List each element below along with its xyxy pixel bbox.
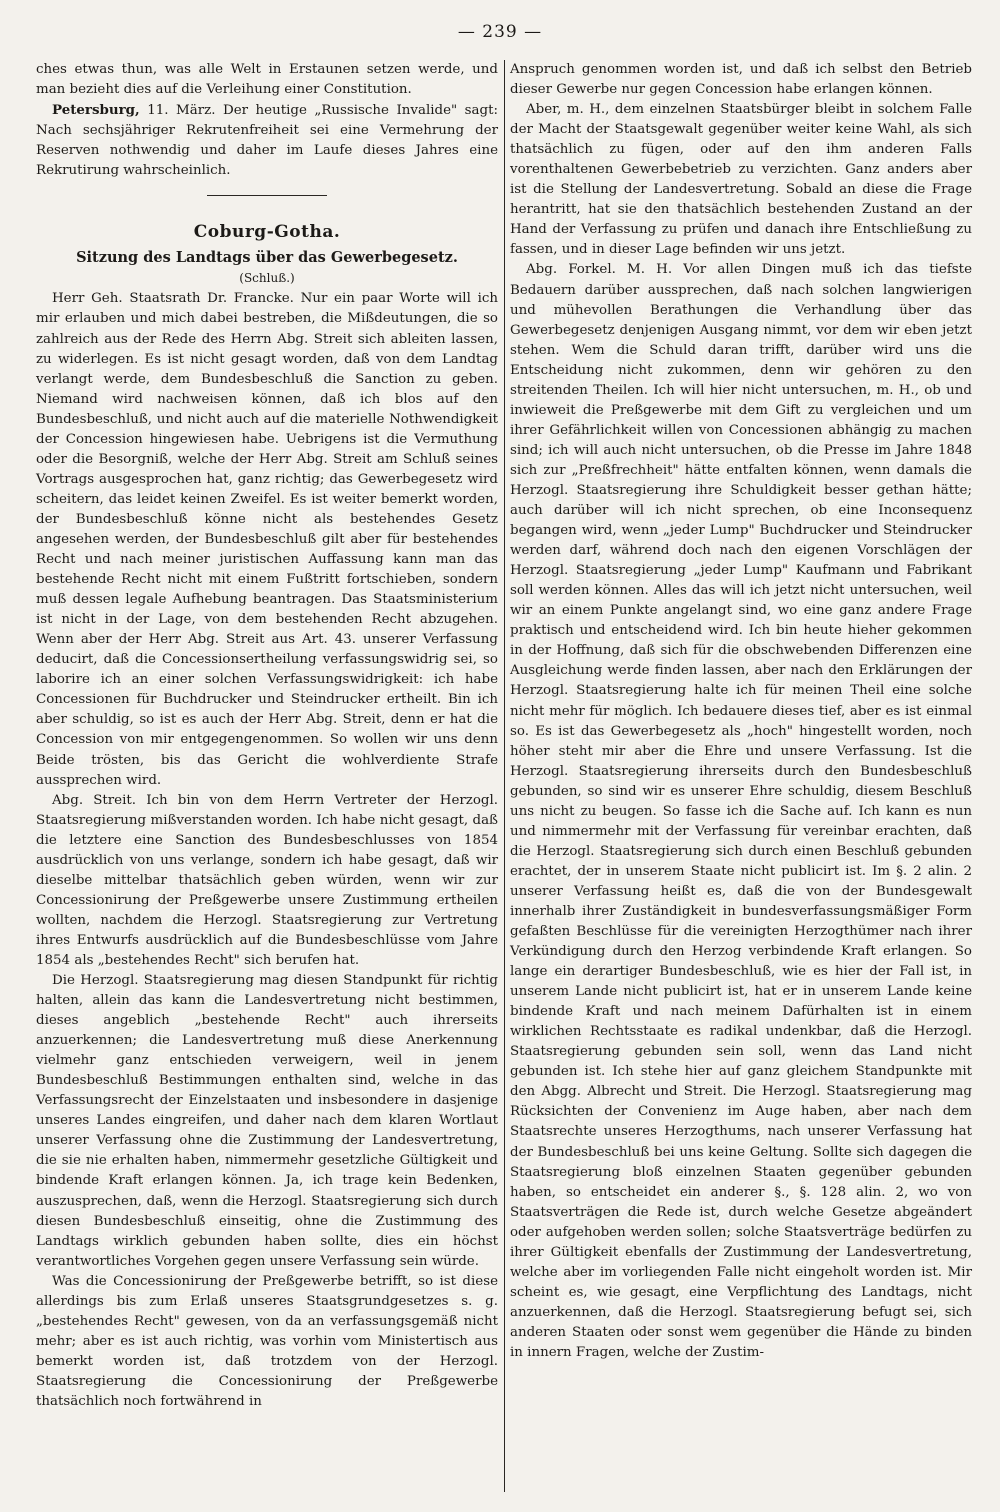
paragraph: Aber, m. H., dem einzelnen Staatsbürger bleibt in solchem Falle der Macht der Staatsgewalt gegenüber weiter keine Wahl, als sich thatsächlich zu fügen, oder auf den ihm anderen Falls vorenthaltenen Gewerbebetrieb zu verzichten. Ganz anders aber ist die Stellung der Landesvertretung. Sobald an diese die Frage herantritt, hat sie den thatsächlich bestehenden Zustand an der Hand der Verfassung zu prüfen und danach ihre Entschließung zu fassen, und in dieser Lage befinden wir uns jetzt. (510, 102, 972, 258)
paragraph: ches etwas thun, was alle Welt in Erstaunen setzen werde, und man bezieht dies auf die Verleihung einer Constitution. (36, 62, 498, 98)
column-divider (504, 60, 505, 1492)
paragraph: Abg. Forkel. M. H. Vor allen Dingen muß ich das tiefste Bedauern darüber aussprechen, daß nach solchen langwierigen und mühevollen Berathungen die Verhandlung über das Gewerbegesetz denjenigen Ausgang nimmt, vor dem wir eben jetzt stehen. Wem die Schuld daran trifft, darüber wird uns die Entscheidung nicht zukommen, denn wir gehören zu den streitenden Theilen. Ich will hier nicht untersuchen, m. H., ob und inwieweit die Preßgewerbe mit dem Gift zu vergleichen und um ihrer Gefährlichkeit willen von Concessionen abhängig zu machen sind; ich will auch nicht untersuchen, ob die Presse im Jahre 1848 sich zur „Preßfrechheit" hätte entfalten können, wenn damals die Herzogl. Staatsregierung ihre Schuldigkeit besser gethan hätte; auch darüber will ich nicht sprechen, ob eine Inconsequenz begangen wird, wenn „jeder Lump" Buchdrucker und Steindrucker werden darf, während doch nach den eigenen Vorschlägen der Herzogl. Staatsregierung „jeder Lump" Kaufmann und Fabrikant soll werden können. Alles das will ich jetzt nicht untersuchen, weil wir an einem Punkte angelangt sind, wo eine ganz andere Frage praktisch und entscheidend wird. Ich bin heute hieher gekommen in der Hoffnung, daß sich für die obschwebenden Differenzen eine Ausgleichung werde finden lassen, aber nach den Erklärungen der Herzogl. Staatsregierung halte ich für meinen Theil eine solche nicht mehr für möglich. Ich bedauere dieses tief, aber es ist einmal so. Es ist das Gewerbegesetz als „hoch" hingestellt worden, noch höher steht mir aber die Ehre und unsere Verfassung. Ist die Herzogl. Staatsregierung ihrerseits durch den Bundesbeschluß gebunden, so sind wir es unserer Ehre schuldig, diesem Beschluß uns nicht zu beugen. So fasse ich die Sache auf. Ich kann es nun und nimmermehr mit der Verfassung für vereinbar erachten, daß die Herzogl. Staatsregierung sich durch einen Beschluß gebunden erachtet, der in unserem Staate nicht publicirt ist. Im §. 2 alin. 2 unserer Verfassung heißt es, daß die von der Bundesgewalt innerhalb ihrer Zuständigkeit in bundesverfassungsmäßiger Form gefaßten Beschlüsse für die vereinigten Herzogthümer nach ihrer Verkündigung durch den Herzog verbindende Kraft erlangen. So lange ein derartiger Bundesbeschluß, wie es hier der Fall ist, in unserem Lande nicht publicirt ist, hat er in unserem Lande keine bindende Kraft und nach meinem Dafürhalten ist in einem wirklichen Rechtsstaate es radikal undenkbar, daß die Herzogl. Staatsregierung gebunden sein soll, wenn das Land nicht gebunden ist. Ich stehe hier auf ganz gleichem Standpunkte mit den Abgg. Albrecht und Streit. Die Herzogl. Staatsregierung mag Rücksichten der Convenienz im Auge haben, aber nach dem Staatsrechte unseres Herzogthums, nach unserer Verfassung hat der Bundesbeschluß bei uns keine Geltung. Sollte sich dagegen die Staatsregierung bloß einzelnen Staaten gegenüber gebunden haben, so entscheidet ein anderer §., §. 128 alin. 2, wo von Staatsverträgen die Rede ist, durch welche Gesetze abgeändert oder aufgehoben werden sollen; solche Staatsverträge bedürfen zu ihrer Gültigkeit ebenfalls der Zustimmung der Landesvertretung, welche aber im vorliegenden Falle nicht eingeholt worden ist. Mir scheint es, wie gesagt, eine Verpflichtung des Landtags, nicht anzuerkennen, daß die Herzogl. Staatsregierung befugt sei, sich anderen Staaten oder sonst wem gegenüber die Hände zu binden in innern Fragen, welche der Zustim- (510, 262, 972, 1360)
paragraph: Anspruch genommen worden ist, und daß ich selbst den Betrieb dieser Gewerbe nur gegen Concession habe erlangen können. (510, 62, 972, 98)
section-note: (Schluß.) (239, 271, 295, 286)
right-column (510, 60, 972, 1363)
section-divider (207, 195, 327, 196)
section-title: Coburg-Gotha. (193, 222, 341, 243)
dateline-place: Petersburg, (52, 102, 140, 119)
news-item (36, 100, 498, 181)
paragraph: Die Herzogl. Staatsregierung mag diesen Standpunkt für richtig halten, allein das kann die Landesvertretung nicht bestimmen, dieses angeblich „bestehende Recht" auch ihrerseits anzuerkennen; die Landesvertretung muß diese Anerkennung vielmehr ganz entschieden verweigern, weil in jenem Bundesbeschluß Bestimmungen enthalten sind, welche in das Verfassungsrecht der Einzelstaaten und insbesondere in dasjenige unseres Landes eingreifen, und daher nach dem klaren Wortlaut unserer Verfassung ohne die Zustimmung der Landesvertretung, die sie nie erhalten haben, nimmermehr gesetzliche Gültigkeit und bindende Kraft erlangen können. Ja, ich trage kein Bedenken, auszusprechen, daß, wenn die Herzogl. Staatsregierung sich durch diesen Bundesbeschluß einseitig, ohne die Zustimmung des Landtags wirklich gebunden haben sollte, dies ein höchst verantwortliches Vorgehen gegen unsere Verfassung sein würde. (36, 973, 498, 1269)
paragraph: Was die Concessionirung der Preßgewerbe betrifft, so ist diese allerdings bis zum Erlaß unseres Staatsgrundgesetzes s. g. „bestehendes Recht" gewesen, von da an verfassungsgemäß nicht mehr; aber es ist auch richtig, was vorhin vom Ministertisch aus bemerkt worden ist, daß trotzdem von der Herzogl. Staatsregierung die Concessionirung der Preßgewerbe thatsächlich noch fortwährend in (36, 1273, 498, 1409)
paragraph: Herr Geh. Staatsrath Dr. Francke. Nur ein paar Worte will ich mir erlauben und mich dabei bestreben, die Mißdeutungen, die so zahlreich aus der Rede des Herrn Abg. Streit sich ableiten lassen, zu widerlegen. Es ist nicht gesagt worden, daß von dem Landtag verlangt werde, dem Bundesbeschluß die Sanction zu geben. Niemand wird nachweisen können, daß ich blos auf den Bundesbeschluß, und nicht auch auf die materielle Nothwendigkeit der Concession hingewiesen habe. Uebrigens ist die Vermuthung oder die Besorgniß, welche der Herr Abg. Streit am Schluß seines Vortrags ausgesprochen hat, ganz richtig; das Gewerbegesetz wird scheitern, das leidet keinen Zweifel. Es ist weiter bemerkt worden, der Bundesbeschluß könne nicht als bestehendes Gesetz angesehen werden, der Bundesbeschluß gilt aber für bestehendes Recht und nach meiner juristischen Auffassung kann man das bestehende Recht nicht mit einem Fußtritt fortschieben, sondern muß dessen legale Aufhebung beantragen. Das Staatsministerium ist nicht in der Lage, von dem bestehenden Recht abzugehen. Wenn aber der Herr Abg. Streit aus Art. 43. unserer Verfassung deducirt, daß die Concessionsertheilung verfassungswidrig sei, so laborire ich an einer solchen Verfassungswidrigkeit: ich habe Concessionen für Buchdrucker und Steindrucker ertheilt. Bin ich aber schuldig, so ist es auch der Herr Abg. Streit, denn er hat die Concession von mir entgegengenommen. So wollen wir uns denn Beide trösten, bis das Gericht die wohlverdiente Strafe aussprechen wird. (36, 291, 498, 788)
paragraph: Abg. Streit. Ich bin von dem Herrn Vertreter der Herzogl. Staatsregierung mißverstanden worden. Ich habe nicht gesagt, daß die letztere eine Sanction des Bundesbeschlusses von 1854 ausdrücklich von uns verlange, sondern ich habe gesagt, daß wir dieselbe mittelbar thatsächlich geben würden, wenn wir zur Concessionirung der Preßgewerbe unsere Zustimmung ertheilen wollten, nachdem die Herzogl. Staatsregierung zur Vertretung ihres Entwurfs ausdrücklich auf die Bundesbeschlüsse vom Jahre 1854 als „bestehendes Recht" sich berufen hat. (36, 792, 498, 968)
section-subtitle: Sitzung des Landtags über das Gewerbegesetz. (76, 249, 458, 267)
page-number: — 239 — (457, 22, 543, 42)
news-item-text: 11. März. Der heutige „Russische Invalide" sagt: Nach sechsjähriger Rekrutenfreiheit sei eine Vermehrung der Reserven nothwendig und daher im Laufe dieses Jahres eine Rekrutirung wahrscheinlich. (36, 103, 498, 179)
left-column (36, 60, 498, 1412)
